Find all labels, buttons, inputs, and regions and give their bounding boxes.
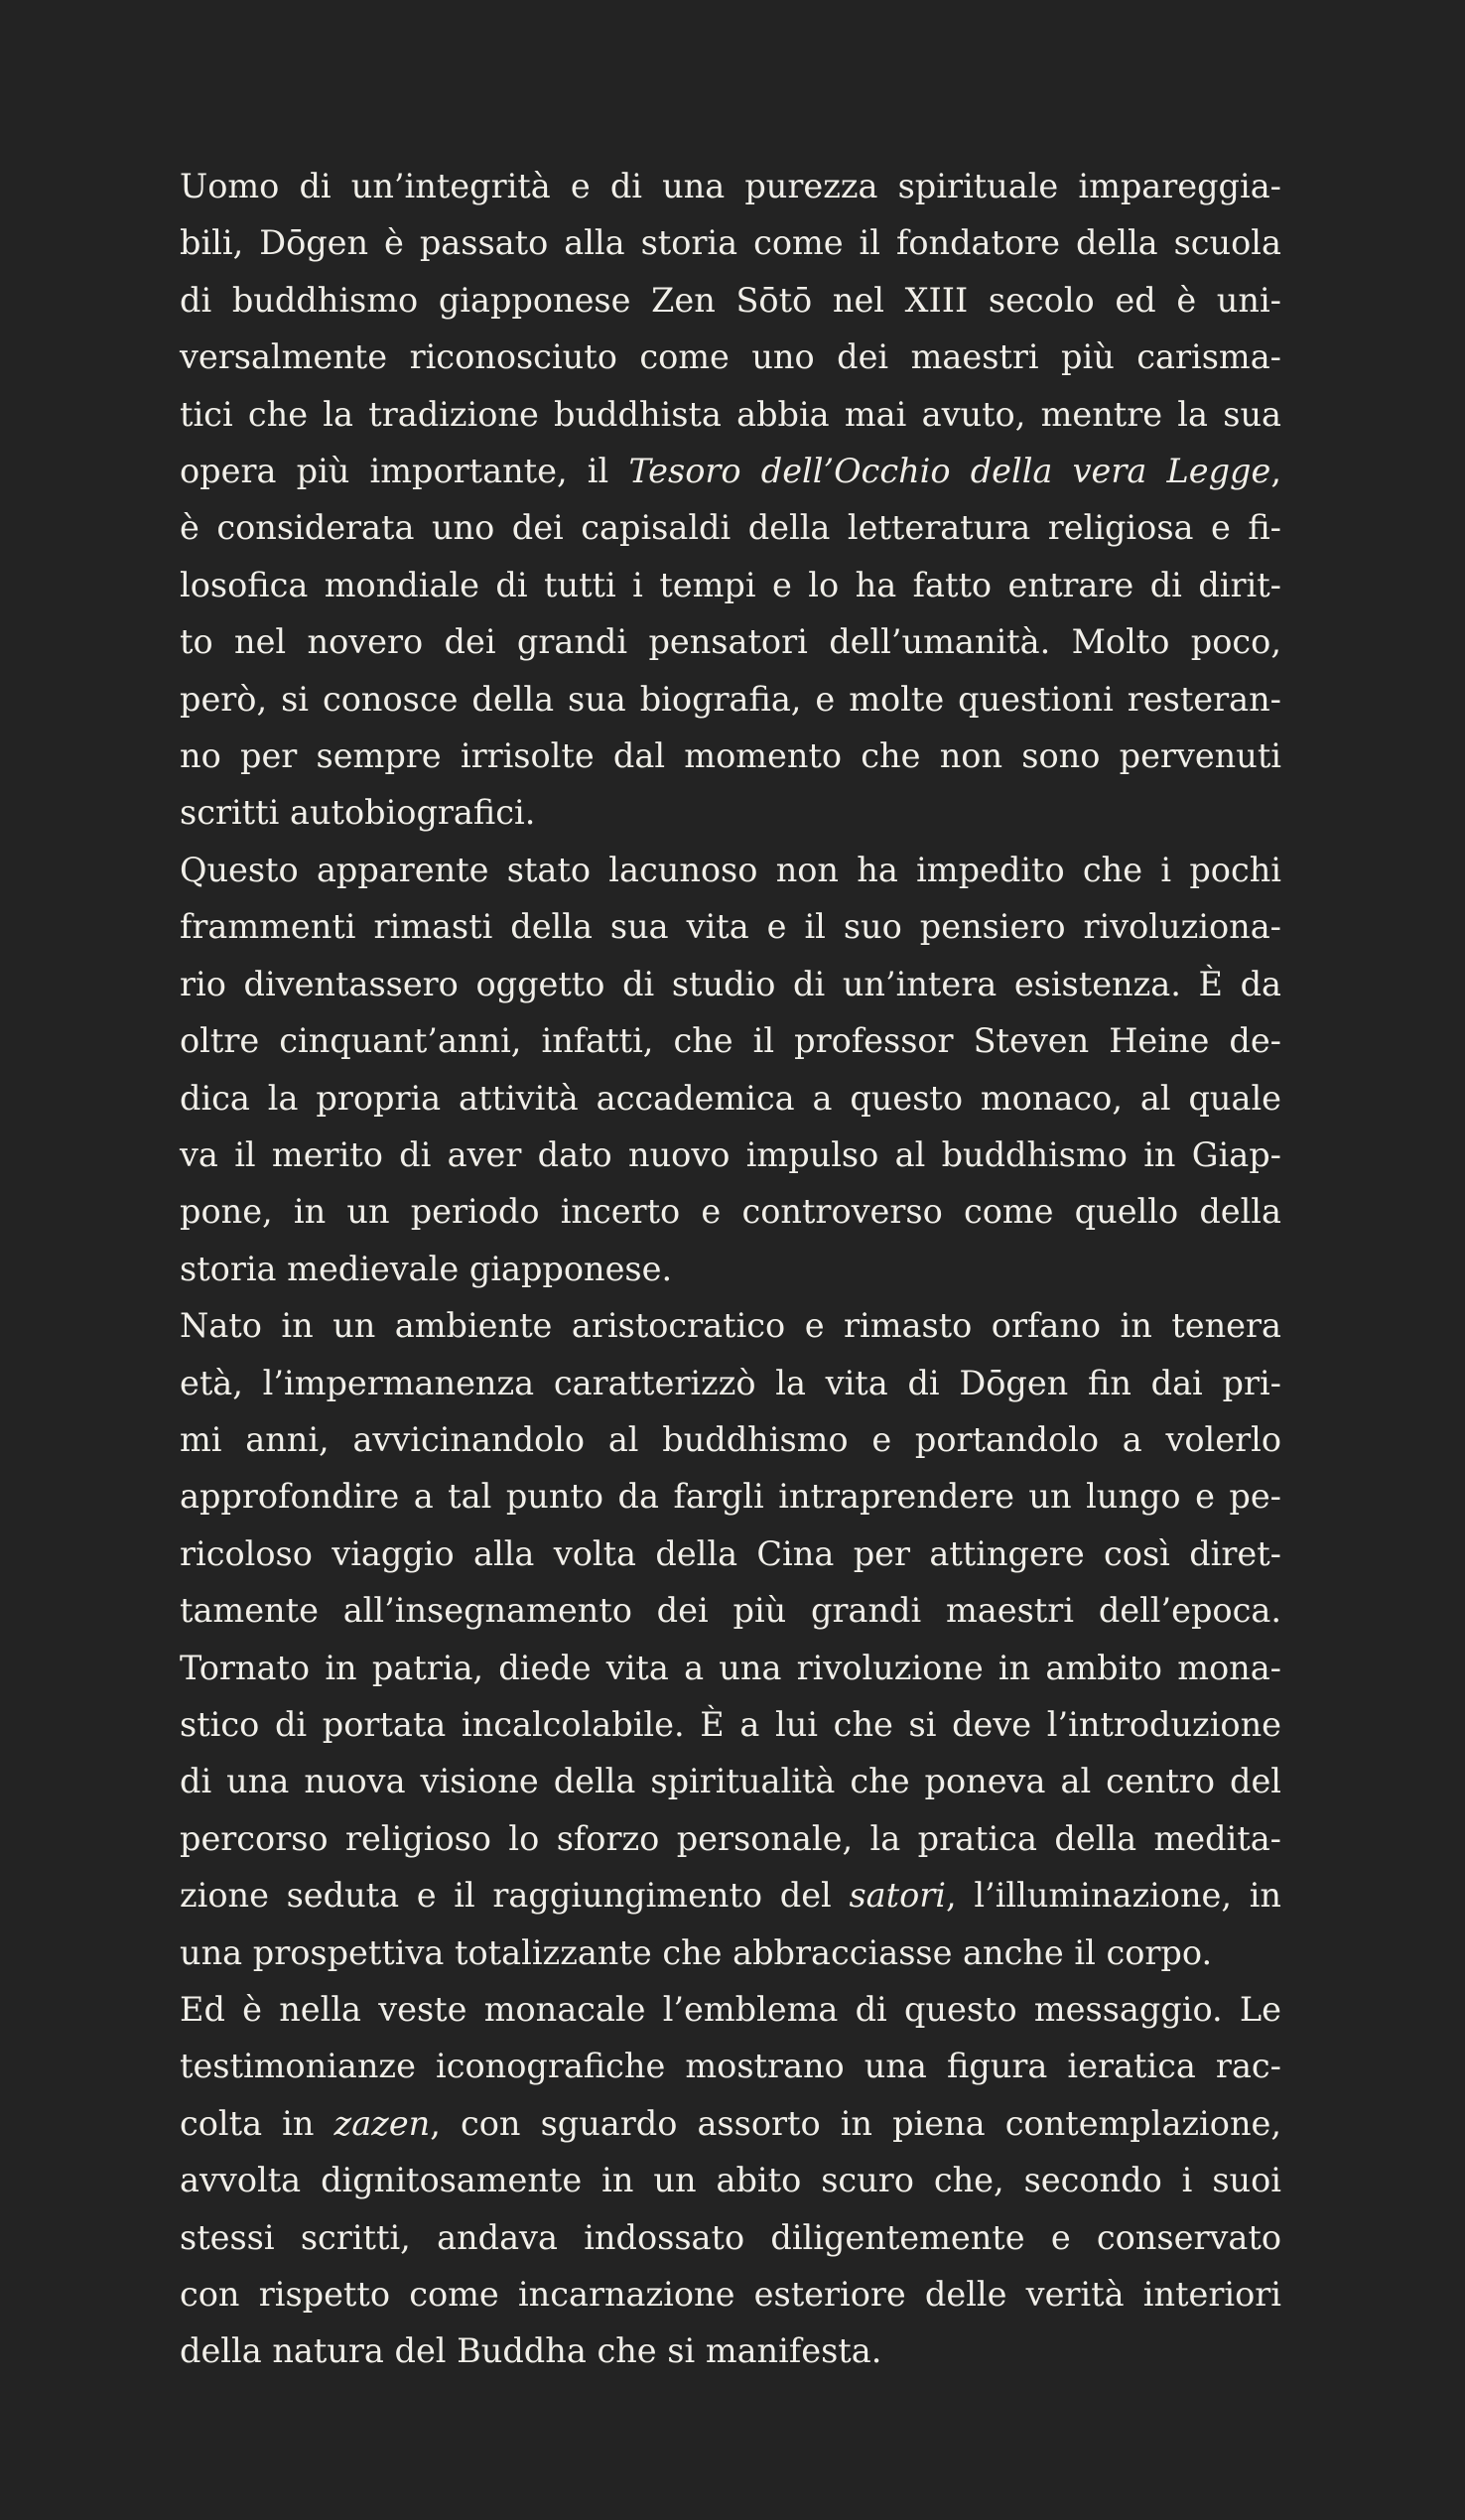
text-line	[180, 1696, 1281, 1753]
text-line	[180, 1012, 1281, 1069]
text-line	[180, 842, 1281, 898]
text-segment: avvolta dignitosamente in un abito scuro che, secondo i suoi	[180, 2161, 1281, 2200]
italic-text: satori	[849, 1876, 946, 1916]
text-segment: , l’illuminazione, in	[946, 1876, 1282, 1916]
paragraph	[180, 842, 1281, 1297]
text-segment: una prospettiva totalizzante che abbracciasse anche il corpo.	[180, 1932, 1213, 1972]
text-segment: bili, Dōgen è passato alla storia come il fondatore della scuola	[180, 223, 1281, 263]
text-segment: testimonianze iconografiche mostrano una figura ieratica rac-	[180, 2047, 1281, 2086]
text-segment: stessi scritti, andava indossato diligentemente e conservato	[180, 2217, 1281, 2257]
text-line	[180, 1753, 1281, 1809]
text-segment: di una nuova visione della spiritualità che poneva al centro del	[180, 1762, 1281, 1801]
text-segment: di buddhismo giapponese Zen Sōtō nel XIII secolo ed è uni-	[180, 280, 1281, 320]
text-line	[180, 1183, 1281, 1240]
text-line	[180, 1070, 1281, 1127]
text-line	[180, 2322, 1281, 2379]
text-segment: ,	[1270, 452, 1281, 491]
text-segment: percorso religioso lo sforzo personale, la pratica della medita-	[180, 1818, 1281, 1858]
text-line	[180, 443, 1281, 499]
text-line	[180, 1355, 1281, 1411]
text-segment: Ed è nella veste monacale l’emblema di questo messaggio. Le	[180, 1990, 1281, 2029]
text-segment: to nel novero dei grandi pensatori dell’umanità. Molto poco,	[180, 622, 1281, 662]
text-line	[180, 386, 1281, 443]
text-line	[180, 613, 1281, 670]
text-segment: dica la propria attività accademica a questo monaco, al quale	[180, 1078, 1281, 1118]
text-line	[180, 214, 1281, 271]
text-segment: storia medievale giapponese.	[180, 1249, 673, 1288]
body-text	[180, 158, 1281, 2380]
text-segment: colta in	[180, 2103, 334, 2143]
text-segment: pone, in un periodo incerto e controverso come quello della	[180, 1192, 1281, 1232]
text-line	[180, 1241, 1281, 1297]
paragraph	[180, 1297, 1281, 1981]
text-line	[180, 898, 1281, 955]
text-line	[180, 1810, 1281, 1867]
text-segment: losofica mondiale di tutti i tempi e lo ha fatto entrare di dirit-	[180, 565, 1281, 604]
text-line	[180, 1981, 1281, 2038]
text-line	[180, 2152, 1281, 2208]
text-segment: è considerata uno dei capisaldi della letteratura religiosa e fi-	[180, 508, 1281, 548]
text-segment: versalmente riconosciuto come uno dei maestri più carisma-	[180, 337, 1281, 377]
text-segment: Questo apparente stato lacunoso non ha impedito che i pochi	[180, 850, 1281, 889]
italic-text: zazen	[333, 2103, 431, 2143]
text-line	[180, 499, 1281, 556]
text-segment: approfondire a tal punto da fargli intraprendere un lungo e pe-	[180, 1477, 1281, 1517]
text-segment: tici che la tradizione buddhista abbia mai avuto, mentre la sua	[180, 394, 1281, 434]
text-line	[180, 1924, 1281, 1981]
text-segment: zione seduta e il raggiungimento del	[180, 1876, 850, 1916]
text-line	[180, 1411, 1281, 1468]
text-line	[180, 956, 1281, 1012]
text-segment: mi anni, avvicinandolo al buddhismo e portandolo a volerlo	[180, 1419, 1281, 1459]
text-segment: tamente all’insegnamento dei più grandi maestri dell’epoca.	[180, 1591, 1281, 1631]
text-segment: Uomo di un’integrità e di una purezza spirituale impareggia-	[180, 167, 1281, 205]
text-segment: , con sguardo assorto in piena contemplazione,	[430, 2103, 1281, 2143]
text-line	[180, 557, 1281, 613]
text-line	[180, 1127, 1281, 1183]
text-segment: oltre cinquant’anni, infatti, che il professor Steven Heine de-	[180, 1021, 1281, 1061]
paragraph	[180, 158, 1281, 842]
text-line	[180, 272, 1281, 329]
text-line	[180, 1640, 1281, 1696]
text-segment: stico di portata incalcolabile. È a lui che si deve l’introduzione	[180, 1704, 1281, 1744]
text-line	[180, 1867, 1281, 1923]
text-line	[180, 2038, 1281, 2094]
text-segment: rio diventassero oggetto di studio di un’intera esistenza. È da	[180, 964, 1281, 1003]
italic-text: Tesoro dell’Occhio della vera Legge	[628, 452, 1271, 491]
text-line	[180, 1525, 1281, 1582]
text-line	[180, 1468, 1281, 1525]
text-segment: scritti autobiografici.	[180, 793, 536, 833]
text-line	[180, 784, 1281, 841]
text-line	[180, 2209, 1281, 2266]
text-line	[180, 1297, 1281, 1354]
text-line	[180, 158, 1281, 214]
text-line	[180, 2266, 1281, 2322]
text-segment: opera più importante, il	[180, 452, 629, 491]
text-line	[180, 1582, 1281, 1639]
text-segment: no per sempre irrisolte dal momento che non sono pervenuti	[180, 736, 1281, 776]
text-segment: con rispetto come incarnazione esteriore delle verità interiori	[180, 2275, 1281, 2315]
text-segment: ricoloso viaggio alla volta della Cina per attingere così diret-	[180, 1533, 1281, 1573]
text-segment: Tornato in patria, diede vita a una rivoluzione in ambito mona-	[180, 1648, 1281, 1687]
text-segment: frammenti rimasti della sua vita e il suo pensiero rivoluziona-	[180, 907, 1281, 947]
text-line	[180, 329, 1281, 385]
text-segment: però, si conosce della sua biografia, e molte questioni resteran-	[180, 679, 1281, 719]
text-segment: età, l’impermanenza caratterizzò la vita di Dōgen fin dai pri-	[180, 1363, 1281, 1402]
text-segment: Nato in un ambiente aristocratico e rimasto orfano in tenera	[180, 1306, 1281, 1346]
text-line	[180, 728, 1281, 784]
paragraph	[180, 1981, 1281, 2380]
text-segment: va il merito di aver dato nuovo impulso al buddhismo in Giap-	[180, 1134, 1281, 1174]
text-line	[180, 671, 1281, 728]
text-segment: della natura del Buddha che si manifesta.	[180, 2331, 882, 2371]
text-line	[180, 2095, 1281, 2152]
